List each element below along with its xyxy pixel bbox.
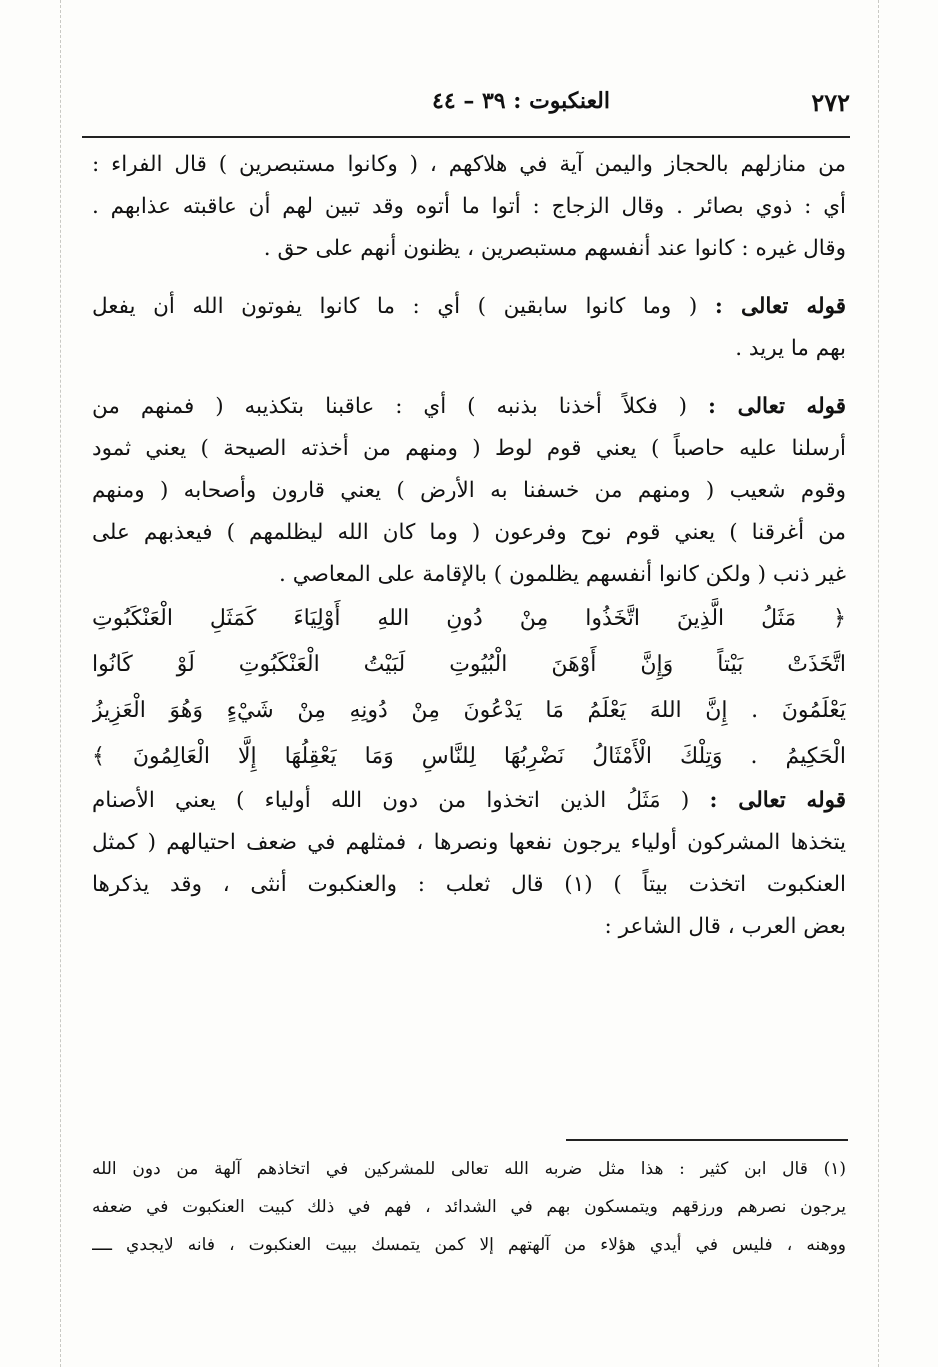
quran-verse [92, 596, 846, 780]
footnote-line: (١) قال ابن كثير : هذا مثل ضربه الله تعالى للمشركين في اتخاذهم آلهة من دون الله [92, 1159, 846, 1179]
paragraph-lead: قوله تعالى : [709, 788, 846, 813]
text-line: وقال غيره : كانوا عند أنفسهم مستبصرين ، يظنون أنهم على حق . [263, 236, 846, 261]
page-number: ٢٧٢ [811, 88, 850, 117]
paragraph-3 [92, 386, 846, 596]
scan-margin-line [878, 0, 880, 1367]
paragraph-2 [92, 286, 846, 370]
text-line: بعض العرب ، قال الشاعر : [604, 914, 846, 939]
footnote-line: يرجون نصرهم ورزقهم ويتمسكون بهم في الشدائد ، فهم في ذلك كبيت العنكبوت في ضعفه [92, 1197, 846, 1217]
running-title: العنكبوت : ٣٩ – ٤٤ [432, 88, 610, 114]
paragraph-4 [92, 780, 846, 948]
verse-line: اتَّخَذَتْ بَيْتاً وَإِنَّ أَوْهَنَ الْبُيُوتِ لَبَيْتُ الْعَنْكَبُوتِ لَوْ كَانُوا [92, 652, 846, 677]
paragraph-lead: قوله تعالى : [714, 294, 846, 319]
paragraph-lead: قوله تعالى : [708, 394, 846, 419]
text-line: وقوم شعيب ( ومنهم من خسفنا به الأرض ) يعني قارون وأصحابه ( ومنهم [92, 478, 846, 503]
text-line: يتخذها المشركون أولياء يرجون نفعها ونصرها ، فمثلهم في ضعف احتيالهم ( كمثل [92, 830, 846, 855]
text-line: بهم ما يريد . [735, 336, 846, 361]
footnote-line: ووهنه ، فليس في أيدي هؤلاء من آلهتهم إلا كمن يتمسك ببيت العنكبوت ، فانه لايجدي ــــ [92, 1235, 846, 1255]
text-span: ( فكلاً أخذنا بذنبه ) أي : عاقبنا بتكذيبه ( فمنهم من [92, 394, 688, 419]
footnote-rule [566, 1139, 848, 1141]
main-text [92, 144, 846, 948]
page-header [90, 88, 850, 124]
verse-line: الْحَكِيمُ . وَتِلْكَ الْأَمْثَالُ نَضْرِبُهَا لِلنَّاسِ وَمَا يَعْقِلُهَا إِلَّا الْعَالِمُونَ ﴾ [92, 744, 846, 769]
text-line: من أغرقنا ) يعني قوم نوح وفرعون ( وما كان الله ليظلمهم ) فيعذبهم على [92, 520, 846, 545]
scan-margin-line [60, 0, 62, 1367]
header-rule [82, 136, 850, 138]
text-line: أرسلنا عليه حاصباً ) يعني قوم لوط ( ومنهم من أخذته الصيحة ) يعني ثمود [92, 436, 846, 461]
paragraph-1 [92, 144, 846, 270]
verse-line: يَعْلَمُونَ . إِنَّ اللهَ يَعْلَمُ مَا يَدْعُونَ مِنْ دُونِهِ مِنْ شَيْءٍ وَهُوَ الْعَزِيزُ [92, 698, 846, 723]
text-span: ( وما كانوا سابقين ) أي : ما كانوا يفوتون الله أن يفعل [92, 294, 698, 319]
text-line: غير ذنب ( ولكن كانوا أنفسهم يظلمون ) بالإقامة على المعاصي . [279, 562, 846, 587]
text-line: العنكبوت اتخذت بيتاً ) (١) قال ثعلب : والعنكبوت أنثى ، وقد يذكرها [92, 872, 846, 897]
text-line [92, 286, 846, 328]
text-span: ( مَثَلُ الذين اتخذوا من دون الله أولياء ) يعني الأصنام [92, 788, 690, 813]
text-line: أي : ذوي بصائر . وقال الزجاج : أتوا ما أتوه وقد تبين لهم أن عاقبته عذابهم . [92, 194, 846, 219]
verse-line: ﴿ مَثَلُ الَّذِينَ اتَّخَذُوا مِنْ دُونِ اللهِ أَوْلِيَاءَ كَمَثَلِ الْعَنْكَبُوتِ [92, 606, 846, 631]
text-line [92, 780, 846, 822]
text-line [92, 386, 846, 428]
footnotes [92, 1150, 846, 1264]
text-line: من منازلهم بالحجاز واليمن آية في هلاكهم ، ( وكانوا مستبصرين ) قال الفراء : [92, 152, 846, 177]
